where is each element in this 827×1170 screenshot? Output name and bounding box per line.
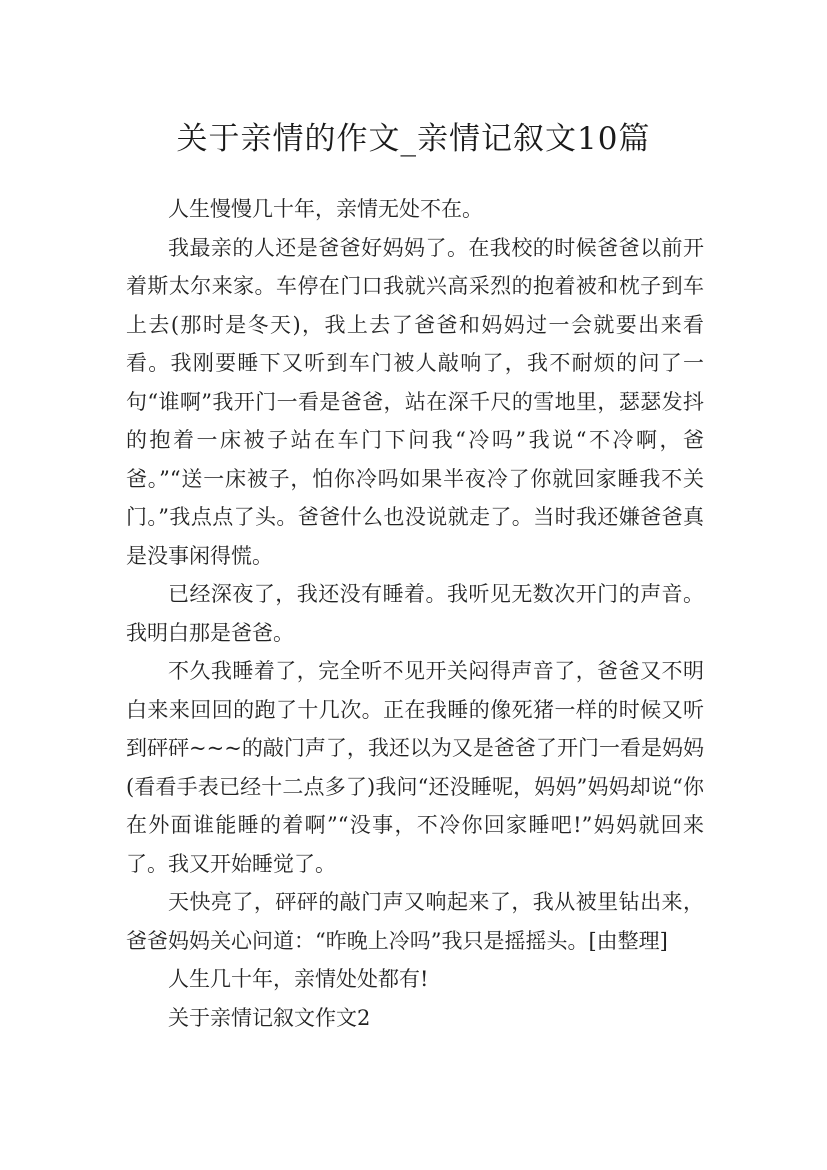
section-heading: 关于亲情记叙文作文2 xyxy=(168,1005,371,1030)
paragraph: 我最亲的人还是爸爸好妈妈了。在我校的时候爸爸以前开着斯太尔来家。车停在门口我就兴高采烈的抱着被和枕子到车上去(那时是冬天)，我上去了爸爸和妈妈过一会就要出来看看。我刚要睡下又听到车门被人敲响了，我不耐烦的问了一句“谁啊”我开门一看是爸爸，站在深千尺的雪地里，瑟瑟发抖的抱着一床被子站在车门下问我“冷吗”我说“不冷啊，爸爸。”“送一床被子，怕你冷吗如果半夜冷了你就回家睡我不关门。”我点点了头。爸爸什么也没说就走了。当时我还嫌爸爸真是没事闲得慌。 xyxy=(126,235,704,568)
paragraph: 天快亮了，砰砰的敲门声又响起来了，我从被里钻出来，爸爸妈妈关心问道：“昨晚上冷吗”我只是摇摇头。[由整理] xyxy=(126,890,704,953)
document-title: 关于亲情的作文_亲情记叙文10篇 xyxy=(176,120,651,157)
paragraph: 人生几十年，亲情处处都有! xyxy=(168,967,429,991)
paragraph: 已经深夜了，我还没有睡着。我听见无数次开门的声音。我明白那是爸爸。 xyxy=(126,582,704,645)
document-body xyxy=(126,190,704,1037)
paragraph: 不久我睡着了，完全听不见开关闷得声音了，爸爸又不明白来来回回的跑了十几次。正在我睡的像死猪一样的时候又听到砰砰~~~的敲门声了，我还以为又是爸爸了开门一看是妈妈(看看手表已经十二点多了)我问“还没睡呢，妈妈”妈妈却说“你在外面谁能睡的着啊”“没事，不冷你回家睡吧!”妈妈就回来了。我又开始睡觉了。 xyxy=(126,659,704,876)
paragraph: 人生慢慢几十年，亲情无处不在。 xyxy=(168,197,483,221)
